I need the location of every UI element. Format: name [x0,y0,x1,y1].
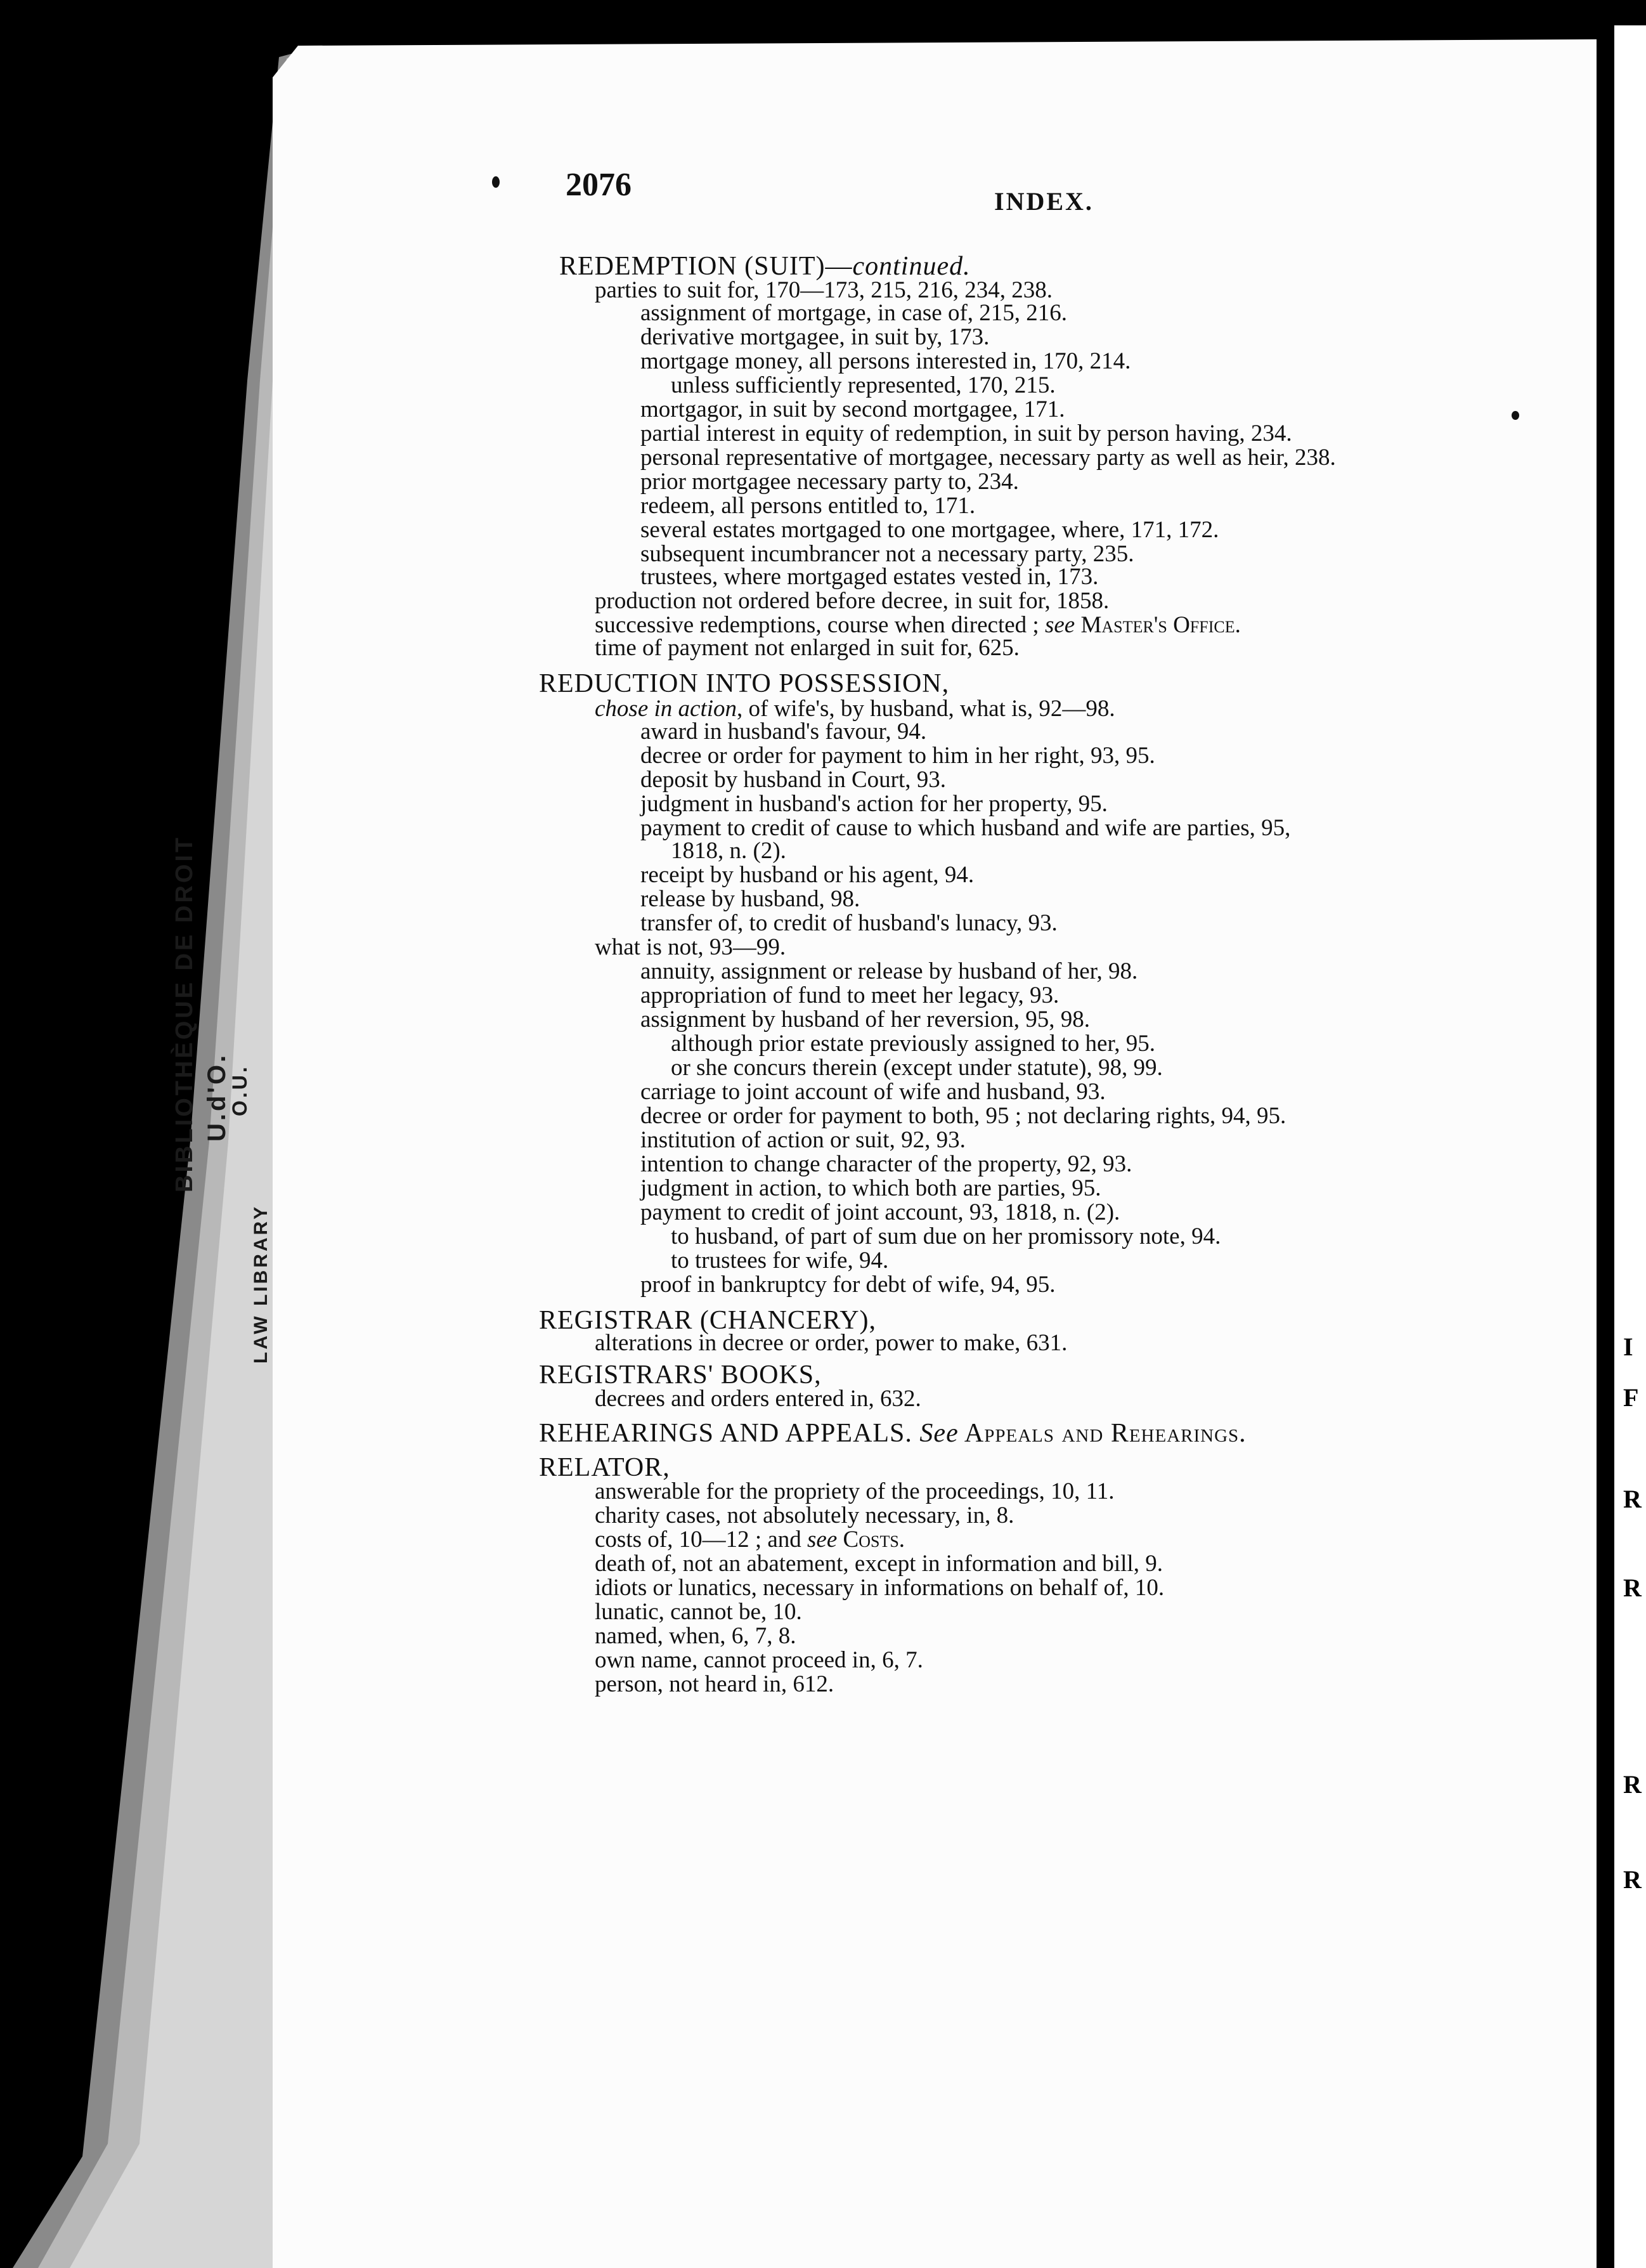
entry-text: judgment in husband's action for her property, 95. [640,791,1108,817]
entry-text: annuity, assignment or release by husband of her, 98. [640,958,1138,984]
entry-text: decree or order for payment to him in her right, 93, 95. [640,743,1155,769]
index-entry [640,397,1065,422]
index-heading [539,1455,670,1480]
entry-text: several estates mortgaged to one mortgagee, where, 171, 172. [640,517,1219,543]
index-entry [595,1331,1067,1356]
entry-text: what is not, 93—99. [595,934,786,960]
index-entry [640,1200,1120,1225]
index-entry [640,863,974,888]
entry-text: proof in bankruptcy for debt of wife, 94, 95. [640,1272,1056,1298]
entry-text: redeem, all persons entitled to, 171. [640,493,976,519]
entry-text: REDEMPTION (SUIT)— [559,252,853,281]
entry-text: person, not heard in, 612. [595,1671,834,1697]
index-entry [595,1527,905,1553]
entry-text: payment to credit of joint account, 93, 1818, n. (2). [640,1199,1120,1225]
index-entry [640,719,926,745]
entry-text: assignment by husband of her reversion, 95, 98. [640,1007,1091,1033]
index-entry [640,564,1098,590]
index-entry [595,589,1109,614]
index-entry [595,1648,923,1673]
index-entry [640,1128,966,1153]
index-entry [671,1031,1155,1057]
entry-text: award in husband's favour, 94. [640,719,927,745]
entry-text: subsequent incumbrancer not a necessary party, 235. [640,541,1134,567]
index-entry [595,1624,796,1649]
index-entry [595,1672,834,1697]
index-entry [595,935,786,960]
index-entry [640,816,1290,841]
index-entry [640,1152,1132,1177]
entry-text: to husband, of part of sum due on her promissory note, 94. [671,1223,1221,1249]
entry-text: successive redemptions, course when directed ; [595,612,1045,638]
index-entry [595,635,1020,661]
entry-text: own name, cannot proceed in, 6, 7. [595,1647,923,1673]
entry-italic-tail: see [807,1527,838,1553]
index-entry [640,445,1336,471]
index-heading [539,1362,822,1388]
index-entry [640,542,1134,567]
entry-text: decree or order for payment to both, 95 ; not declaring rights, 94, 95. [640,1103,1286,1129]
index-entry [640,421,1292,446]
entry-text: assignment of mortgage, in case of, 215, 216. [640,300,1068,326]
entry-text: , of wife's, by husband, what is, 92—98. [737,696,1115,722]
entry-text: alterations in decree or order, power to make, 631. [595,1330,1068,1356]
index-entry [595,1479,1115,1504]
entry-text: REDUCTION INTO POSSESSION, [539,669,950,698]
entry-text: trustees, where mortgaged estates vested in, 173. [640,564,1099,590]
entry-text: time of payment not enlarged in suit for, 625. [595,635,1020,661]
index-heading [539,671,949,696]
entry-cross-reference: Costs. [837,1527,905,1553]
index-entry [640,959,1137,984]
index-entry [671,1224,1221,1249]
index-entry [595,1600,802,1625]
entry-text: REGISTRAR (CHANCERY), [539,1306,877,1335]
index-entry [640,743,1155,769]
entry-text: parties to suit for, 170—173, 215, 216, 234, 238. [595,277,1053,303]
library-stamp-line2: U.d'O. [203,1052,231,1142]
index-entry [640,1104,1286,1129]
entry-italic-tail: see [1044,612,1075,638]
index-entry [640,325,989,350]
index-entry [640,792,1108,817]
index-entry [595,278,1053,303]
index-entry [640,1079,1106,1105]
index-entry [640,518,1219,543]
entry-text: charity cases, not absolutely necessary, in, 8. [595,1502,1014,1528]
margin-letter: R [1623,1865,1642,1894]
index-entry [595,613,1241,638]
entry-text: carriage to joint account of wife and husband, 93. [640,1079,1106,1105]
page-number: 2076 [566,167,632,203]
entry-cross-reference: Master's Office. [1075,612,1241,638]
entry-text: institution of action or suit, 92, 93. [640,1127,966,1153]
index-entry [640,469,1019,495]
library-stamp-line1: BIBLIOTHÈQUE DE DROIT [171,835,198,1192]
index-entry [640,301,1067,326]
entry-text: transfer of, to credit of husband's lunacy, 93. [640,910,1058,936]
index-entry [595,1575,1164,1601]
index-entry [640,887,860,912]
entry-text: production not ordered before decree, in suit for, 1858. [595,588,1110,614]
entry-text: REGISTRARS' BOOKS, [539,1360,822,1390]
index-entry [640,1007,1090,1033]
entry-text: or she concurs therein (except under statute), 98, 99. [671,1055,1163,1081]
margin-letter: R [1623,1770,1642,1799]
margin-letter: R [1623,1485,1642,1513]
entry-text: to trustees for wife, 94. [671,1248,889,1274]
entry-text: lunatic, cannot be, 10. [595,1599,802,1625]
entry-text: although prior estate previously assigned to her, 95. [671,1031,1156,1057]
entry-text: mortgage money, all persons interested in, 170, 214. [640,348,1131,374]
entry-text: payment to credit of cause to which husband and wife are parties, 95, [640,815,1291,841]
entry-text: RELATOR, [539,1453,670,1482]
index-entry [640,349,1131,374]
entry-cross-reference: Appeals and Rehearings. [958,1419,1247,1448]
running-title: INDEX. [994,187,1094,216]
margin-letter: I [1623,1333,1633,1361]
entry-italic-tail: See [919,1419,959,1448]
entry-text: named, when, 6, 7, 8. [595,1623,796,1649]
entry-text: deposit by husband in Court, 93. [640,767,947,793]
margin-letter: R [1623,1574,1642,1602]
entry-text: intention to change character of the property, 92, 93. [640,1151,1132,1177]
library-stamp-line3: O.U. [228,1064,251,1116]
index-entry [640,493,975,519]
entry-text: mortgagor, in suit by second mortgagee, 171. [640,396,1065,422]
index-entry [671,838,786,864]
entry-text: judgment in action, to which both are parties, 95. [640,1175,1101,1201]
index-heading [539,1308,876,1333]
entry-text: personal representative of mortgagee, necessary party as well as heir, 238. [640,445,1336,471]
index-entry [671,373,1056,398]
margin-letter: F [1623,1383,1639,1412]
entry-text: partial interest in equity of redemption, in suit by person having, 234. [640,420,1292,446]
index-entry [640,767,946,793]
index-entry [671,1055,1163,1081]
entry-italic-tail: continued. [852,252,971,281]
entry-text: REHEARINGS AND APPEALS. [539,1419,920,1448]
index-entry [595,1386,921,1412]
entry-text: unless sufficiently represented, 170, 215. [671,372,1056,398]
index-entry [640,911,1058,936]
index-entry [640,983,1059,1008]
entry-text: prior mortgagee necessary party to, 234. [640,469,1019,495]
entry-text: costs of, 10—12 ; and [595,1527,808,1553]
entry-text: release by husband, 98. [640,886,860,912]
library-stamp-line4: LAW LIBRARY [250,1204,271,1364]
entry-text: appropriation of fund to meet her legacy, 93. [640,982,1060,1008]
index-entry [595,1551,1163,1577]
entry-text: death of, not an abatement, except in information and bill, 9. [595,1551,1163,1577]
entry-text: derivative mortgagee, in suit by, 173. [640,324,990,350]
entry-text: idiots or lunatics, necessary in informations on behalf of, 10. [595,1575,1165,1601]
index-heading [559,254,971,279]
entry-text: decrees and orders entered in, 632. [595,1386,921,1412]
entry-text: answerable for the propriety of the proceedings, 10, 11. [595,1478,1115,1504]
index-entry [640,1272,1056,1298]
index-entry [671,1248,888,1274]
entry-text: 1818, n. (2). [671,838,786,864]
index-entry [640,1176,1101,1201]
entry-italic-lead: chose in action [595,696,737,722]
index-entry [595,696,1115,722]
index-entry [595,1503,1014,1528]
index-heading [539,1421,1247,1446]
entry-text: receipt by husband or his agent, 94. [640,862,975,888]
